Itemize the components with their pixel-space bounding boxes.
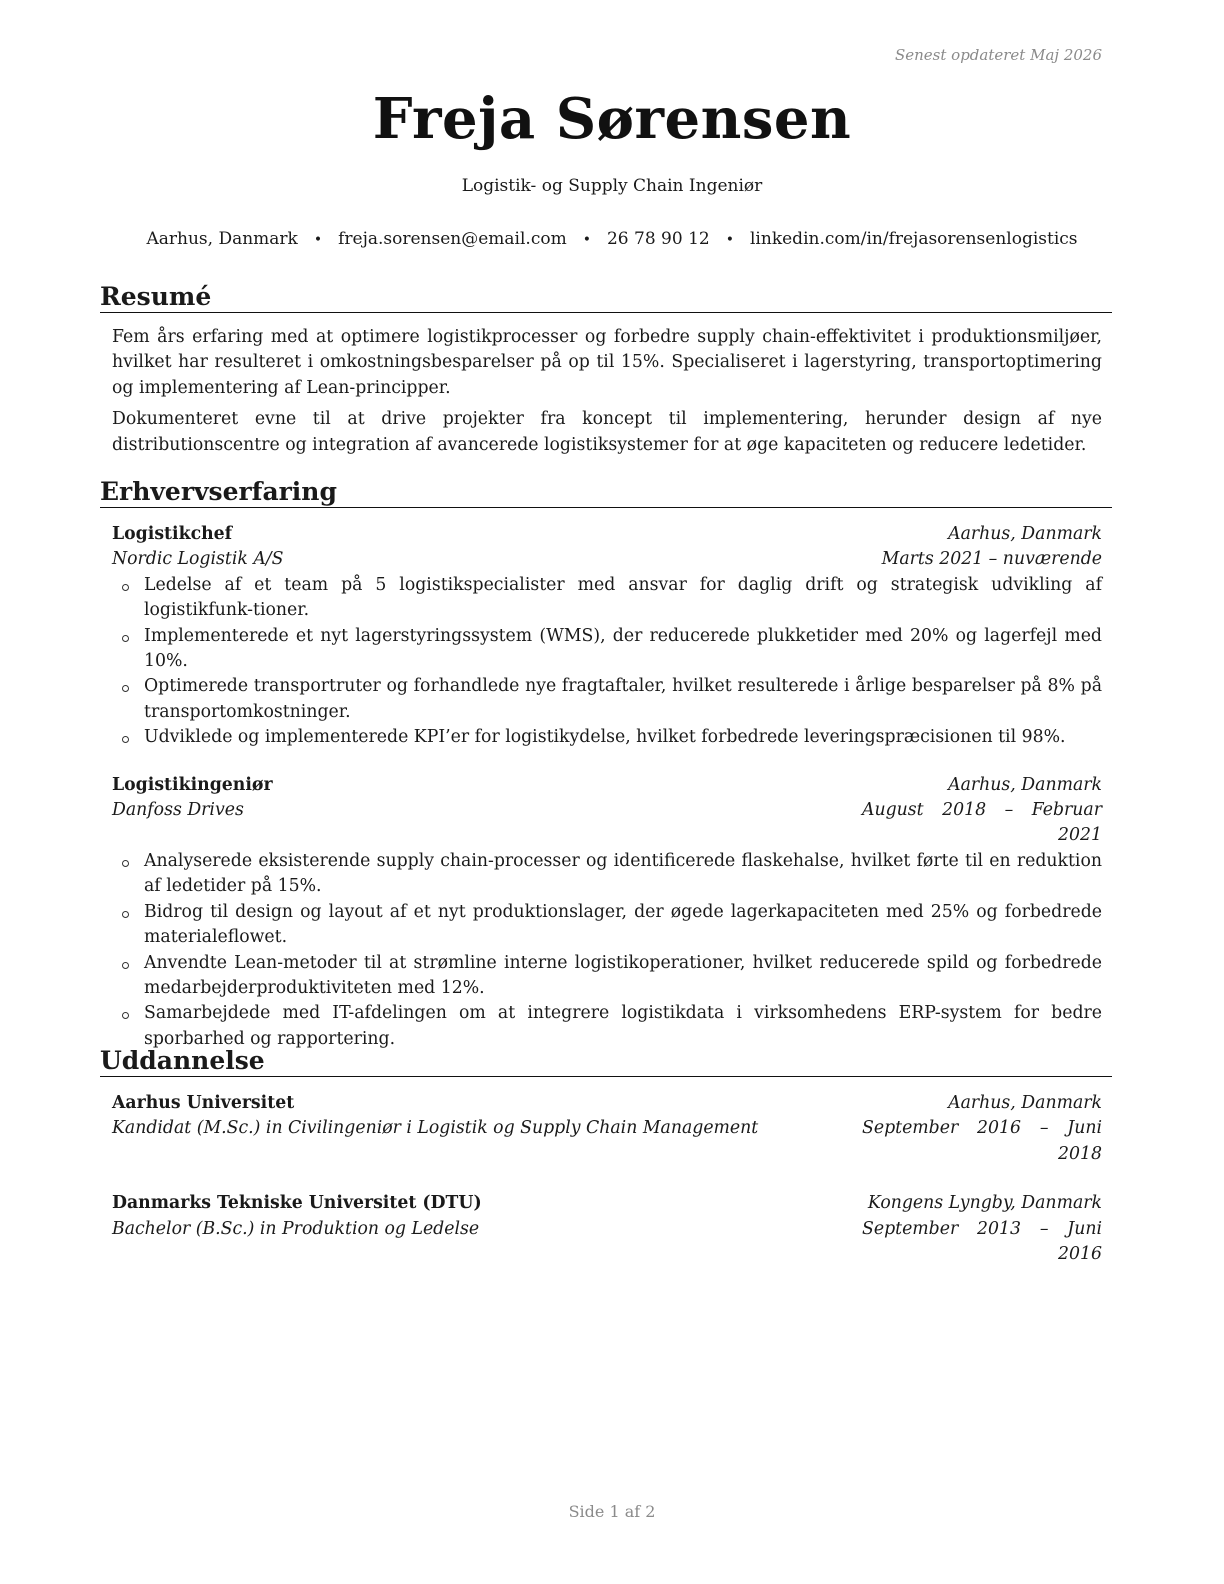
summary-section — [100, 281, 1112, 458]
summary-paragraph: Fem års erfaring med at optimere logistikprocesser og forbedre supply chain-effektivitet i produktionsmiljøer, hvilket har resulteret i omkostningsbesparelser på op til 15%. Specialiseret i lagerstyring, transportoptimering og implementering af Lean-principper. — [112, 327, 1102, 398]
list-item: Udviklede og implementerede KPI’er for logistikydelse, hvilket forbedrede leveringspræcisionen til 98%. — [144, 725, 1102, 750]
school-name: Aarhus Universitet — [112, 1093, 295, 1113]
job-location: Aarhus, Danmark — [948, 774, 1102, 795]
job-dates: August 2018 – Februar 2021 — [862, 800, 1102, 846]
school-location: Aarhus, Danmark — [948, 1093, 1102, 1113]
job-role: Logistikingeniør — [112, 774, 273, 795]
degree-name: Kandidat (M.Sc.) in Civilingeniør i Logistik og Supply Chain Management — [112, 1118, 759, 1139]
contact-line — [0, 229, 1224, 249]
job-company: Nordic Logistik A/S — [112, 549, 284, 570]
job-location: Aarhus, Danmark — [948, 524, 1102, 544]
job-dates: Marts 2021 – nuværende — [881, 549, 1102, 570]
contact-email[interactable]: freja.sorensen@email.com — [338, 229, 567, 249]
section-title-summary: Resumé — [100, 281, 1112, 313]
experience-section — [100, 476, 1112, 1052]
school-name: Danmarks Tekniske Universitet (DTU) — [112, 1193, 482, 1214]
job-bullets — [112, 849, 1102, 1052]
job-company: Danfoss Drives — [112, 800, 244, 821]
bullet-separator: • — [313, 232, 323, 248]
list-item: Implementerede et nyt lagerstyringssystem (WMS), der reducerede plukketider med 20% og lagerfejl med 10%. — [144, 624, 1102, 675]
contact-linkedin[interactable]: linkedin.com/in/frejasorensenlogistics — [750, 229, 1078, 249]
bullet-separator: • — [725, 232, 734, 248]
bullet-separator: • — [582, 232, 591, 248]
list-item: Optimerede transportruter og forhandlede nye fragtaftaler, hvilket resulterede i årlige besparelser på 8% på transportomkostninger. — [144, 674, 1102, 725]
page-number: Side 1 af 2 — [568, 1502, 656, 1521]
job-role: Logistikchef — [112, 524, 233, 544]
contact-phone: 26 78 90 12 — [606, 229, 710, 249]
school-location: Kongens Lyngby, Danmark — [867, 1193, 1102, 1214]
education-dates: September 2016 – Juni 2018 — [862, 1118, 1102, 1164]
section-title-education: Uddannelse — [100, 1045, 1112, 1077]
section-title-experience: Erhvervserfaring — [100, 476, 1112, 508]
list-item: Bidrog til design og layout af et nyt produktionslager, der øgede lagerkapaciteten med 25% og forbedrede materialeflowet. — [144, 900, 1102, 951]
candidate-name: Freja Sørensen — [372, 86, 852, 152]
list-item: Ledelse af et team på 5 logistikspecialister med ansvar for daglig drift og strategisk udvikling af logistikfunk-tioner. — [144, 573, 1102, 624]
candidate-headline: Logistik- og Supply Chain Ingeniør — [461, 176, 763, 196]
degree-name: Bachelor (B.Sc.) in Produktion og Ledelse — [112, 1218, 480, 1239]
education-section — [100, 1045, 1112, 1267]
last-updated-note: Senest opdateret Maj 2026 — [894, 46, 1102, 64]
summary-paragraph: Dokumenteret evne til at drive projekter fra koncept til implementering, herunder design af nye distributionscentre og integration af avancerede logistiksystemer for at øge kapaciteten og reducere ledetider. — [112, 409, 1102, 455]
job-bullets — [112, 573, 1102, 751]
education-entry — [112, 1091, 1102, 1167]
education-entry — [112, 1191, 1102, 1267]
job-entry — [112, 522, 1102, 751]
contact-location: Aarhus, Danmark — [146, 229, 298, 249]
list-item: Analyserede eksisterende supply chain-processer og identificerede flaskehalse, hvilket førte til en reduktion af ledetider på 15%. — [144, 849, 1102, 900]
education-dates: September 2013 – Juni 2016 — [862, 1218, 1102, 1265]
list-item: Samarbejdede med IT-afdelingen om at integrere logistikdata i virksomhedens ERP-system for bedre sporbarhed og rapportering. — [144, 1001, 1102, 1052]
list-item: Anvendte Lean-metoder til at strømline interne logistikoperationer, hvilket reducerede spild og forbedrede medarbejderproduktiviteten med 12%. — [144, 951, 1102, 1002]
job-entry — [112, 773, 1102, 1052]
